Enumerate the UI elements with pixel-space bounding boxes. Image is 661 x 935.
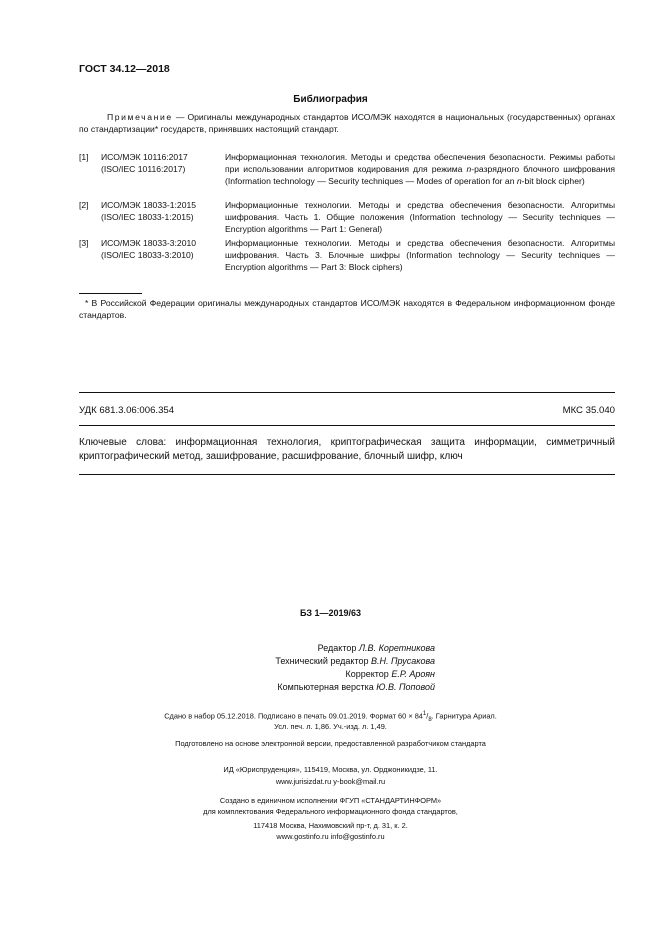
imprint-source: Подготовлено на основе электронной версии, предоставленной разработчиком стандарта (175, 739, 486, 748)
note-label: Примечание (107, 112, 173, 122)
reference-item (79, 151, 615, 199)
reference-code (101, 237, 231, 261)
staff-role: Технический редактор (275, 656, 369, 666)
reference-item (79, 237, 615, 273)
creator-info: Создано в единичном исполнении ФГУП «СТАНДАРТИНФОРМ» (219, 796, 442, 805)
creator-purpose: для комплектования Федерального информационного фонда стандартов, (203, 807, 458, 816)
reference-item (79, 199, 615, 235)
divider-bottom (79, 474, 615, 475)
staff-name: В.Н. Прусакова (371, 656, 435, 666)
reference-text-part: Информационная технология. Методы и средства обеспечения безопасности. Режимы работы при использовании алгоритмов кодирования для режима (225, 152, 615, 174)
udk-code: УДК 681.3.06:006.354 (79, 405, 175, 416)
note-text: — Оригиналы международных стандартов ИСО/МЭК находятся в национальных (государственных) органах по стандартизации* государств, принявших настоящий стандарт. (79, 112, 615, 134)
bibliography-title: Библиография (293, 94, 368, 105)
imprint-text: . Гарнитура Ариал. (431, 711, 497, 721)
reference-number: [3] (79, 238, 89, 248)
staff-name: Ю.В. Поповой (376, 682, 435, 692)
bz-number: БЗ 1—2019/63 (299, 608, 362, 618)
keywords: Ключевые слова: информационная технология, криптографическая защита информации, симметричный криптографический метод, зашифрование, расшифрование, блочный шифр, ключ (79, 437, 615, 462)
reference-text-part: -bit block cipher) (521, 176, 585, 186)
divider-middle (79, 425, 615, 426)
staff-row (0, 642, 661, 655)
reference-code-en: (ISO/IEC 10116:2017) (101, 164, 186, 174)
reference-text (225, 151, 615, 187)
footnote-separator (79, 293, 142, 294)
staff-row (0, 655, 661, 668)
staff-role: Корректор (345, 669, 389, 679)
reference-text-italic: n (466, 164, 472, 174)
standard-designation: ГОСТ 34.12—2018 (79, 63, 170, 75)
publisher-contacts: www.jurisizdat.ru y-book@mail.ru (275, 777, 386, 786)
reference-code-en: (ISO/IEC 18033-3:2010) (101, 250, 194, 260)
staff-name: Л.В. Коретникова (358, 643, 435, 653)
staff-role: Редактор (317, 643, 357, 653)
staff-row (0, 668, 661, 681)
staff-row (0, 681, 661, 694)
divider-top (79, 392, 615, 393)
mks-code: МКС 35.040 (562, 405, 615, 416)
bibliography-note (79, 111, 615, 135)
creator-address: 117418 Москва, Нахимовский пр-т, д. 31, к. 2. (253, 821, 408, 830)
reference-text: Информационные технологии. Методы и средства обеспечения безопасности. Алгоритмы шифрования. Часть 1. Общие положения (Information technology — Security techniques — Encryption algorithms — Part 1: General) (225, 200, 615, 234)
format-fraction-denominator: 8 (428, 716, 432, 723)
staff-list (0, 642, 661, 694)
reference-code (101, 151, 231, 175)
imprint-text: Сдано в набор 05.12.2018. Подписано в печать 09.01.2019. Формат 60 × 84 (164, 711, 423, 721)
reference-number: [2] (79, 200, 89, 210)
reference-code (101, 199, 231, 223)
reference-code-ru: ИСО/МЭК 18033-3:2010 (101, 238, 197, 248)
reference-text-italic: n (516, 176, 522, 186)
reference-code-en: (ISO/IEC 18033-1:2015) (101, 212, 194, 222)
creator-contacts: www.gostinfo.ru info@gostinfo.ru (276, 832, 385, 841)
reference-code-ru: ИСО/МЭК 10116:2017 (101, 152, 188, 162)
format-fraction-numerator: 1 (422, 711, 427, 717)
staff-name: Е.Р. Ароян (391, 669, 435, 679)
imprint-print-info: Сдано в набор 05.12.2018. Подписано в печать 09.01.2019. Формат $60 \times 84^1/_8$. Гарнитура Ариал. (164, 711, 497, 723)
imprint-sheets: Усл. печ. л. 1,86. Уч.-изд. л. 1,49. (274, 722, 387, 731)
publisher-address: ИД «Юриспруденция», 115419, Москва, ул. Орджоникидзе, 11. (223, 765, 438, 774)
reference-text-part: -разрядного блочного шифрования (Information technology — Security techniques — Modes of operation for an (225, 164, 615, 186)
footnote: * В Российской Федерации оригиналы международных стандартов ИСО/МЭК находятся в Федеральном информационном фонде стандартов. (79, 298, 615, 320)
reference-text: Информационные технологии. Методы и средства обеспечения безопасности. Алгоритмы шифрования. Часть 3. Блочные шифры (Information technology — Security techniques — Encryption algorithms — Part 3: Block ciphers) (225, 238, 615, 272)
reference-code-ru: ИСО/МЭК 18033-1:2015 (101, 200, 197, 210)
reference-number: [1] (79, 152, 89, 162)
staff-role: Компьютерная верстка (277, 682, 374, 692)
